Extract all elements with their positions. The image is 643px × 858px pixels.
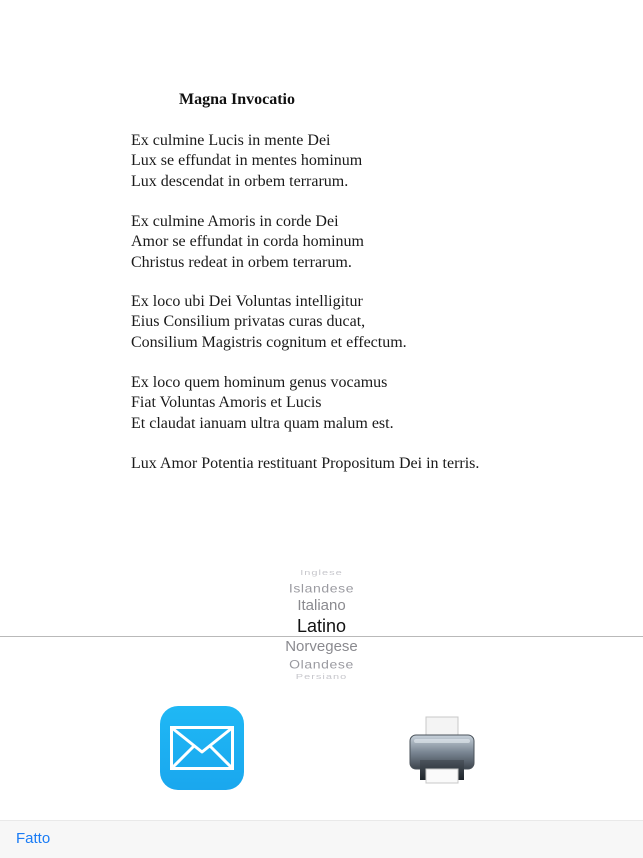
verse-line: Lux descendat in orbem terrarum. xyxy=(131,172,349,190)
stanza-2 xyxy=(131,212,364,273)
stanza-4 xyxy=(131,373,394,434)
language-picker[interactable] xyxy=(0,565,643,683)
document-title: Magna Invocatio xyxy=(179,91,295,108)
verse-line: Ex culmine Amoris in corde Dei xyxy=(131,213,339,230)
picker-option[interactable]: Islandese xyxy=(288,581,355,595)
stanza-3 xyxy=(131,292,407,353)
verse-line: Ex loco quem hominum genus vocamus xyxy=(131,374,388,391)
envelope-icon xyxy=(170,726,234,770)
bottom-toolbar xyxy=(0,820,643,858)
verse-line: Ex culmine Lucis in mente Dei xyxy=(131,132,331,149)
picker-option[interactable]: Olandese xyxy=(289,657,354,671)
picker-option[interactable]: Inglese xyxy=(300,568,343,578)
verse-line: Amor se effundat in corda hominum xyxy=(131,233,364,251)
verse-line: Et claudat ianuam ultra quam malum est. xyxy=(131,414,394,432)
mail-share-button[interactable] xyxy=(160,706,244,790)
verse-line: Consilium Magistris cognitum et effectum. xyxy=(131,333,407,351)
verse-line: Fiat Voluntas Amoris et Lucis xyxy=(131,394,322,412)
verse-line: Lux se effundat in mentes hominum xyxy=(131,152,363,170)
picker-option[interactable]: Italiano xyxy=(297,597,346,614)
stanza-5 xyxy=(131,454,479,474)
verse-line: Eius Consilium privatas curas ducat, xyxy=(131,313,366,331)
stanza-1 xyxy=(131,131,362,192)
picker-option-selected[interactable]: Latino xyxy=(296,616,347,636)
printer-icon xyxy=(405,714,479,786)
verse-line: Lux Amor Potentia restituant Propositum Dei in terris. xyxy=(131,455,480,472)
verse-line: Ex loco ubi Dei Voluntas intelligitur xyxy=(131,293,363,310)
print-button[interactable] xyxy=(405,714,479,786)
done-button[interactable]: Fatto xyxy=(16,830,51,847)
picker-option[interactable]: Norvegese xyxy=(285,638,358,655)
picker-option[interactable]: Persiano xyxy=(295,672,348,682)
verse-line: Christus redeat in orbem terrarum. xyxy=(131,253,352,271)
